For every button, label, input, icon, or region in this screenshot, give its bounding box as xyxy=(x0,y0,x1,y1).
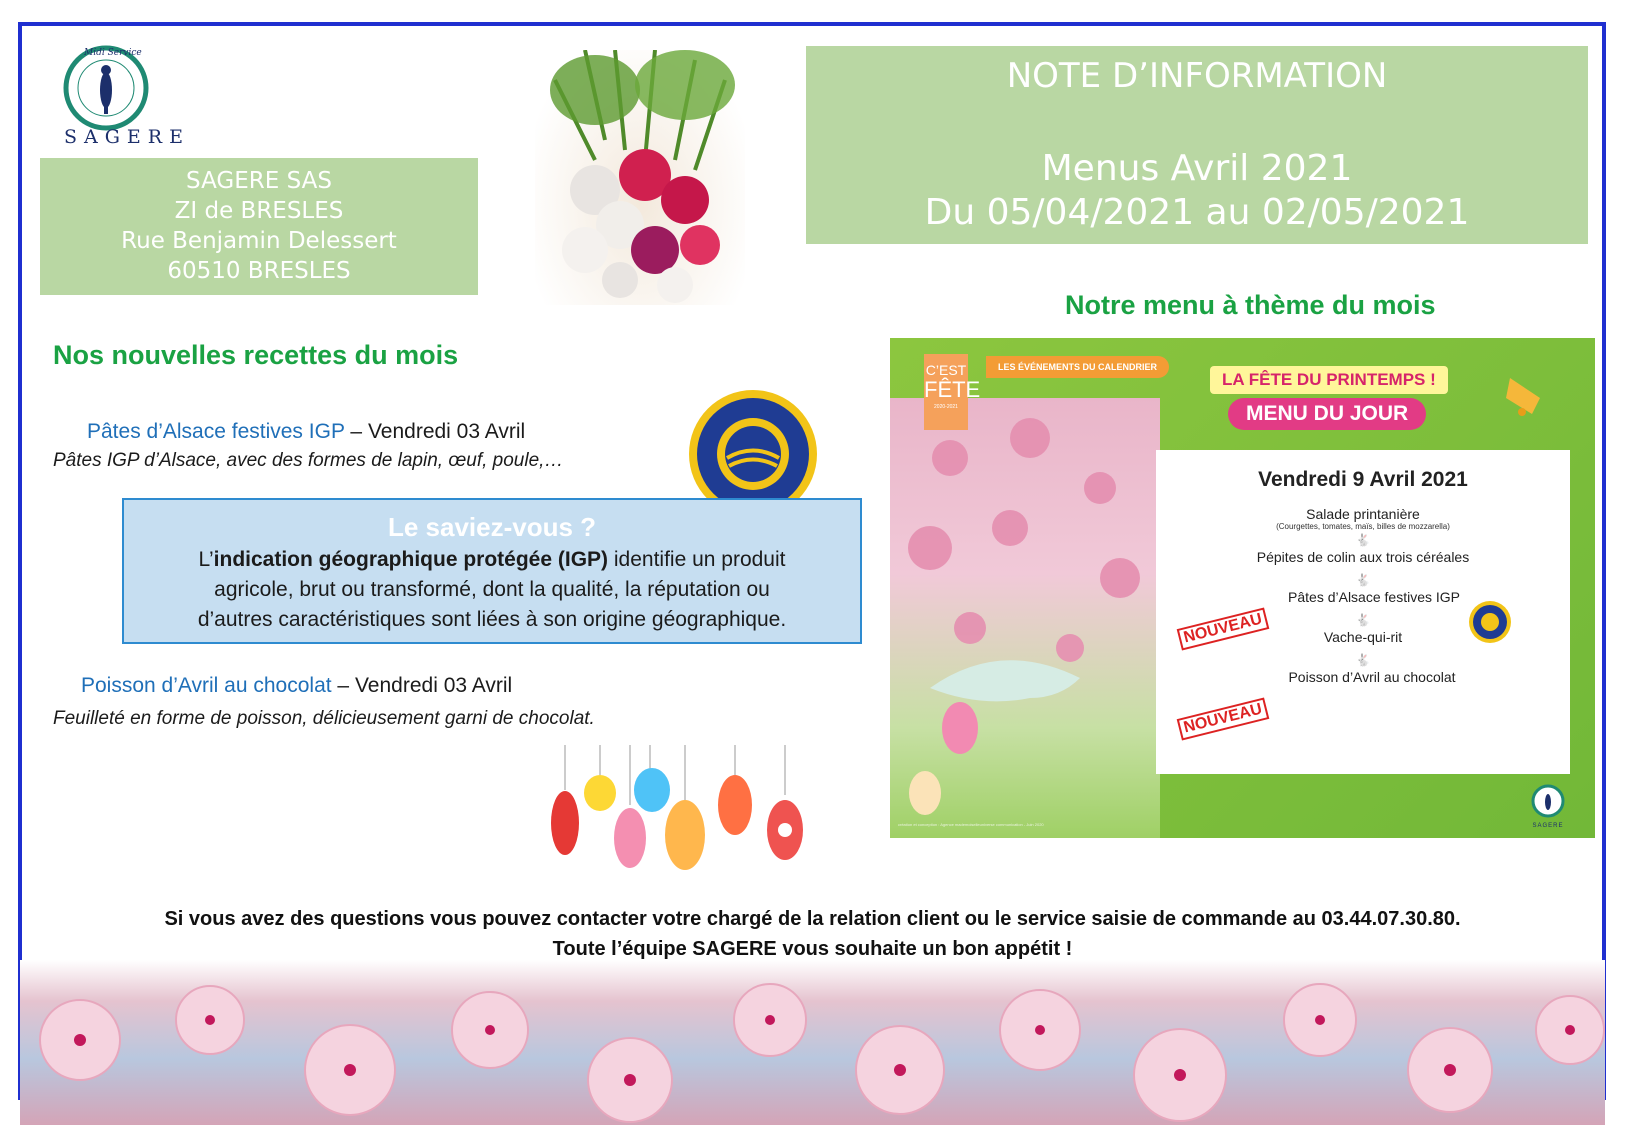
separator: – xyxy=(344,420,368,443)
recipe-name: Poisson d’Avril au chocolat xyxy=(81,674,332,697)
info-line: agricole, brut ou transformé, dont la qualité, la réputation ou xyxy=(214,578,770,601)
brand-year: 2020-2021 xyxy=(934,404,958,410)
menu-du-jour-badge: MENU DU JOUR xyxy=(1228,398,1426,430)
recipe-description: Pâtes IGP d’Alsace, avec des formes de lapin, œuf, poule,… xyxy=(53,450,564,471)
closing-line: Toute l’équipe SAGERE vous souhaite un bon appétit ! xyxy=(552,938,1073,960)
bunny-icon: 🐇 xyxy=(1355,533,1371,547)
menu-item: Poisson d’Avril au chocolat xyxy=(1288,669,1456,685)
menu-month: Menus Avril 2021 xyxy=(1041,148,1353,189)
menu-item-detail: (Courgettes, tomates, maïs, billes de mozzarella) xyxy=(1276,522,1450,531)
recipe-date: Vendredi 03 Avril xyxy=(354,674,513,697)
poster-logo-text: SAGERE xyxy=(1532,823,1564,829)
address-line: ZI de BRESLES xyxy=(174,198,344,224)
logo-subtext: Midi Service xyxy=(84,48,142,58)
recipe-name: Pâtes d’Alsace festives IGP xyxy=(87,420,345,443)
info-text: L’ xyxy=(198,548,214,571)
info-text: identifie un produit xyxy=(608,548,786,571)
sagere-logo xyxy=(50,38,190,150)
recipe-description: Feuilleté en forme de poisson, délicieusement garni de chocolat. xyxy=(53,708,595,729)
address-line: Rue Benjamin Delessert xyxy=(121,228,397,254)
menu-date-range: Du 05/04/2021 au 02/05/2021 xyxy=(924,192,1470,233)
recipes-heading: Nos nouvelles recettes du mois xyxy=(53,340,459,370)
fish-garland-illustration xyxy=(545,745,815,880)
info-box xyxy=(122,498,862,644)
cest-fete-logo xyxy=(924,354,981,430)
address-line: 60510 BRESLES xyxy=(167,258,351,284)
bunny-icon: 🐇 xyxy=(1355,613,1371,627)
nouveau-stamp: NOUVEAU xyxy=(1177,607,1270,650)
poster-sagere-logo xyxy=(1528,784,1568,828)
brand-line: FÊTE xyxy=(924,377,981,402)
info-bold-term: indication géographique protégée (IGP) xyxy=(213,548,609,571)
poster-credit: création et conception : Agence mademoiselleuniverse communication - Juin 2020 xyxy=(898,822,1044,827)
spring-flowers-image xyxy=(890,398,1160,838)
cherry-blossom-photo xyxy=(20,960,1605,1125)
bunny-icon: 🐇 xyxy=(1355,573,1371,587)
radish-photo xyxy=(535,50,745,305)
recipe-title xyxy=(87,420,525,444)
info-box-body xyxy=(124,545,860,635)
recipe-title xyxy=(81,674,512,698)
company-address xyxy=(40,158,478,295)
info-box-title: Le saviez-vous ? xyxy=(387,512,597,542)
menu-item: Salade printanière xyxy=(1306,506,1420,522)
menu-item: Vache-qui-rit xyxy=(1323,629,1403,645)
menu-item: Pâtes d’Alsace festives IGP xyxy=(1288,589,1460,605)
igp-seal-small-icon xyxy=(1468,600,1512,644)
theme-menu-poster xyxy=(890,338,1595,838)
bell-icon xyxy=(1502,368,1548,420)
bunny-icon: 🐇 xyxy=(1355,653,1371,667)
menu-item: Pépites de colin aux trois céréales xyxy=(1256,549,1470,565)
info-line xyxy=(124,545,860,575)
theme-menu-heading: Notre menu à thème du mois xyxy=(1065,290,1436,320)
note-header xyxy=(806,46,1588,244)
festival-title: LA FÊTE DU PRINTEMPS ! xyxy=(1210,366,1448,394)
info-line: d’autres caractéristiques sont liées à son origine géographique. xyxy=(197,608,787,631)
contact-line: Si vous avez des questions vous pouvez contacter votre chargé de la relation client ou le service saisie de commande au 03.44.07.30.80. xyxy=(164,908,1461,930)
menu-date: Vendredi 9 Avril 2021 xyxy=(1258,468,1468,491)
calendar-banner: LES ÉVÉNEMENTS DU CALENDRIER xyxy=(986,356,1169,378)
address-line: SAGERE SAS xyxy=(186,168,332,194)
recipe-date: Vendredi 03 Avril xyxy=(367,420,526,443)
separator: – xyxy=(331,674,355,697)
note-title: NOTE D’INFORMATION xyxy=(1006,56,1388,96)
brand-line: C’EST xyxy=(925,362,967,378)
logo-text: SAGERE xyxy=(64,126,190,148)
nouveau-stamp: NOUVEAU xyxy=(1177,697,1270,740)
